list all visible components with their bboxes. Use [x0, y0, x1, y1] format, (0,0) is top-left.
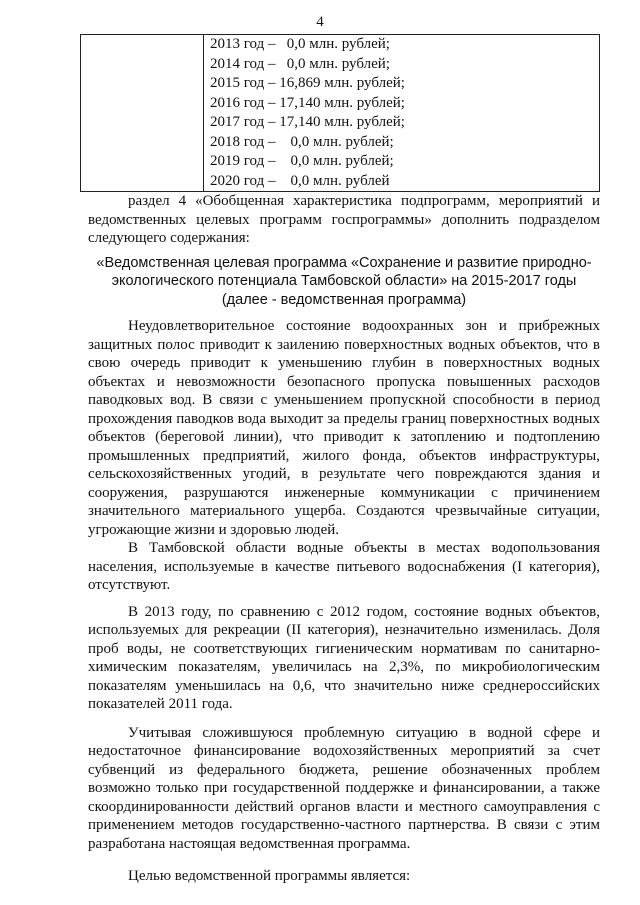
funding-year-line: 2013 год – 0,0 млн. рублей; — [210, 36, 390, 52]
body-paragraph: Учитывая сложившуюся проблемную ситуацию в водной сфере и недостаточное финансирование водохозяйственных мероприятий за счет субвенций из федерального бюджета, решение обозначенных проблем возможно только при государственной поддержке и финансировании, а также скоординированности действий органов власти и местного самоуправления с применением методов государственно-частного партнерства. В связи с этим разработана настоящая ведомственная программа. — [88, 724, 600, 852]
body-paragraph: В 2013 году, по сравнению с 2012 годом, состояние водных объектов, используемых для рекреации (II категория), незначительно изменилась. Доля проб воды, не соответствующих гигиеническим нормативам по санитарно-химическим показателям, увеличилась на 2,3%, по микробиологическим показателям уменьшилась на 0,6, что значительно ниже среднероссийских показателей 2011 года. — [88, 603, 600, 712]
body-paragraph: Неудовлетворительное состояние водоохранных зон и прибрежных защитных полос приводит к заилению поверхностных водных объектов, что в свою очередь приводит к уменьшению глубин в поверхностных водных объектах и невозможности безопасного пропуска повышенных расходов паводковых вод. В связи с уменьшением пропускной способности в период прохождения паводков вода выходит за пределы границ поверхностных водных объектов (береговой линии), что приводит к затоплению и подтоплению промышленных предприятий, жилого фонда, объектов инфраструктуры, сельскохозяйственных угодий, в результате чего повреждаются здания и сооружения, разрушаются инженерные коммуникации с причинением значительного материального ущерба. Создаются чрезвычайные ситуации, угрожающие жизни и здоровью людей. — [88, 318, 600, 538]
section-heading: «Ведомственная целевая программа «Сохранение и развитие природно-экологического потенциала Тамбовской области» на 2015-2017 годы — [96, 254, 592, 289]
funding-year-line: 2016 год – 17,140 млн. рублей; — [210, 94, 405, 111]
funding-year-line: 2017 год – 17,140 млн. рублей; — [210, 114, 405, 130]
section-subheading: (далее - ведомственная программа) — [221, 291, 467, 308]
funding-year-line: 2015 год – 16,869 млн. рублей; — [210, 75, 405, 91]
document-body — [88, 192, 600, 886]
funding-year-line: 2020 год – 0,0 млн. рублей — [210, 172, 390, 189]
funding-year-line: 2018 год – 0,0 млн. рублей; — [210, 133, 394, 150]
intro-paragraph: раздел 4 «Обобщенная характеристика подпрограмм, мероприятий и ведомственных целевых программ госпрограммы» дополнить подразделом следующего содержания: — [88, 193, 600, 246]
funding-year-line: 2019 год – 0,0 млн. рублей; — [210, 153, 394, 169]
table-values-cell — [204, 35, 600, 192]
table-label-cell — [81, 35, 204, 192]
page-number: 4 — [316, 14, 324, 30]
funding-year-line: 2014 год – 0,0 млн. рублей; — [210, 55, 390, 72]
funding-table — [80, 34, 600, 192]
body-paragraph: В Тамбовской области водные объекты в местах водопользования населения, используемые в качестве питьевого водоснабжения (I категория), отсутствуют. — [88, 540, 600, 593]
table-row — [81, 35, 600, 192]
goal-line: Целью ведомственной программы является: — [128, 868, 411, 884]
